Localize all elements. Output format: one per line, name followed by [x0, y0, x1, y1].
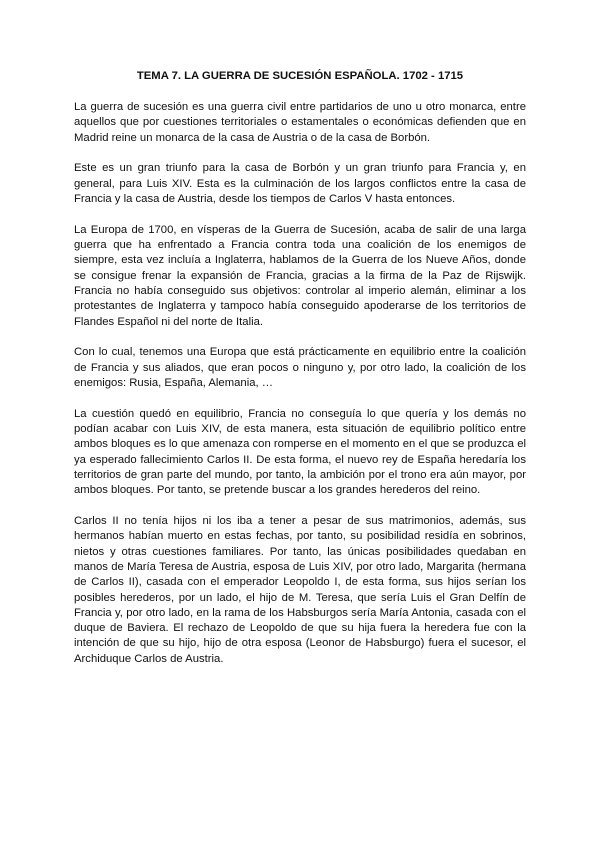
paragraph-3: La Europa de 1700, en vísperas de la Guerra de Sucesión, acaba de salir de una larga guerra que ha enfrentado a Francia contra toda una coalición de los enemigos de siempre, esta vez incluía a Inglaterra, hablamos de la Guerra de los Nueve Años, donde se consigue frenar la expansión de Francia, gracias a la firma de la Paz de Rijswijk. Francia no había conseguido sus objetivos: controlar al imperio alemán, eliminar a los protestantes de Inglaterra y tampoco había conseguido apoderarse de los territorios de Flandes Español ni del norte de Italia. — [74, 223, 526, 328]
paragraph-1: La guerra de sucesión es una guerra civil entre partidarios de uno u otro monarca, entre aquellos que por cuestiones territoriales o estamentales o económicas defienden que en Madrid reine un monarca de la casa de Austria o de la casa de Borbón. — [74, 101, 526, 144]
paragraph-6: Carlos II no tenía hijos ni los iba a tener a pesar de sus matrimonios, además, sus hermanos habían muerto en estas fechas, por tanto, su posibilidad residía en sobrinos, nietos y otras cuestiones familiares. Por tanto, las únicas posibilidades quedaban en manos de María Teresa de Austria, esposa de Luis XIV, por otro lado, Margarita (hermana de Carlos II), casada con el emperador Leopoldo I, de esta forma, sus hijos serían los posibles herederos, por un lado, el hijo de M. Teresa, que sería Luis el Gran Delfín de Francia y, por otro lado, en la rama de los Habsburgos sería María Antonia, casada con el duque de Baviera. El rechazo de Leopoldo de que su hija fuera la heredera fue con la intención de que su hijo, hijo de otra esposa (Leonor de Habsburgo) fuera el sucesor, el Archiduque Carlos de Austria. — [74, 515, 526, 665]
paragraph-5: La cuestión quedó en equilibrio, Francia no conseguía lo que quería y los demás no podían acabar con Luis XIV, de esta manera, esta situación de equilibrio político entre ambos bloques es lo que amenaza con romperse en el momento en el que se produzca el ya esperado fallecimiento Carlos II. De esta forma, el nuevo rey de España heredaría los territorios de gran parte del mundo, por tanto, la ambición por el trono era aún mayor, por ambos bloques. Por tanto, se pretende buscar a los grandes herederos del reino. — [74, 407, 526, 497]
paragraph-4: Con lo cual, tenemos una Europa que está prácticamente en equilibrio entre la coalición de Francia y sus aliados, que eran pocos o ninguno y, por otro lado, la coalición de los enemigos: Rusia, España, Alemania, … — [74, 346, 526, 389]
document-title: TEMA 7. LA GUERRA DE SUCESIÓN ESPAÑOLA. 1702 - 1715 — [136, 70, 464, 82]
document-page — [74, 70, 526, 683]
paragraph-2: Este es un gran triunfo para la casa de Borbón y un gran triunfo para Francia y, en general, para Luis XIV. Esta es la culminación de los largos conflictos entre la casa de Francia y la casa de Austria, desde los tiempos de Carlos V hasta entonces. — [74, 162, 526, 205]
